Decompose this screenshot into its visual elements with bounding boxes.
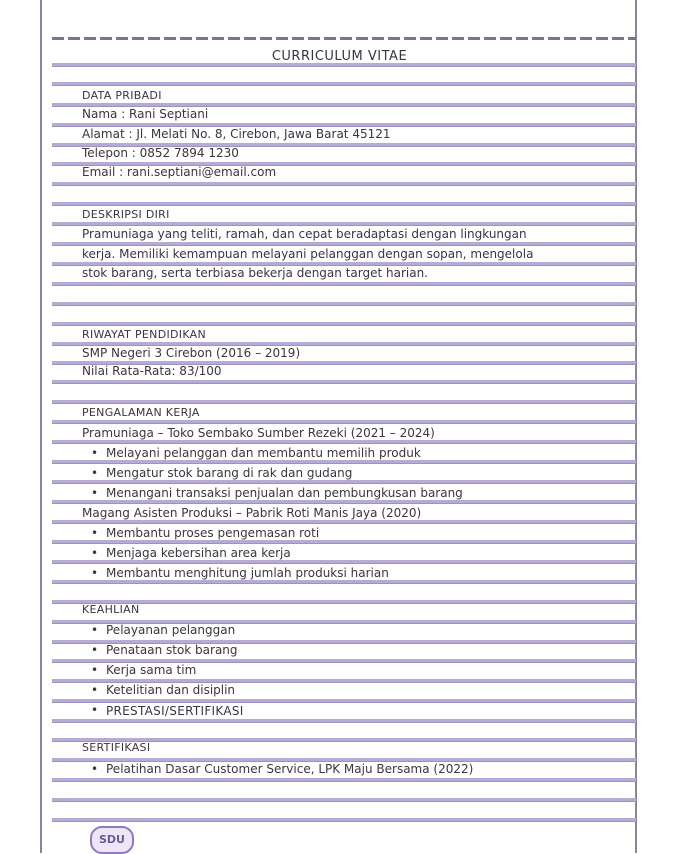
certification-item: Pelatihan Dasar Customer Service, LPK Maju Bersama (2022) xyxy=(106,762,474,776)
job-duty: Mengatur stok barang di rak dan gudang xyxy=(106,466,353,480)
education-school: SMP Negeri 3 Cirebon (2016 – 2019) xyxy=(82,346,301,360)
skill-item: Ketelitian dan disiplin xyxy=(106,683,236,697)
ruled-line xyxy=(52,242,636,246)
ruled-line xyxy=(52,560,636,564)
bullet-icon: • xyxy=(91,663,99,677)
ruled-line xyxy=(52,798,636,802)
ruled-line xyxy=(52,202,636,206)
ruled-line xyxy=(52,778,636,782)
job-title: Magang Asisten Produksi – Pabrik Roti Manis Jaya (2020) xyxy=(82,506,422,520)
ruled-line xyxy=(52,222,636,226)
job-duty: Menangani transaksi penjualan dan pembungkusan barang xyxy=(106,486,463,500)
ruled-line xyxy=(52,302,636,306)
bullet-icon: • xyxy=(91,683,99,697)
page-border-left xyxy=(40,0,42,853)
ruled-line xyxy=(52,540,636,544)
skills-heading: KEAHLIAN xyxy=(82,603,140,616)
ruled-line xyxy=(52,818,636,822)
ruled-line xyxy=(52,440,636,444)
bullet-icon: • xyxy=(91,546,99,560)
description-line: Pramuniaga yang teliti, ramah, dan cepat beradaptasi dengan lingkungan xyxy=(82,227,527,241)
bullet-icon: • xyxy=(91,446,99,460)
ruled-line xyxy=(52,182,636,186)
ruled-line xyxy=(52,82,636,86)
ruled-line xyxy=(52,322,636,326)
ruled-line xyxy=(52,600,636,604)
certification-heading: SERTIFIKASI xyxy=(82,741,151,754)
bullet-icon: • xyxy=(91,762,99,776)
sdu-logo: SDU xyxy=(90,826,134,854)
description-heading: DESKRIPSI DIRI xyxy=(82,208,170,221)
skill-item: Penataan stok barang xyxy=(106,643,238,657)
personal-email: Email : rani.septiani@email.com xyxy=(82,165,277,179)
top-dashed-divider xyxy=(52,37,636,40)
job-duty: Melayani pelanggan dan membantu memilih produk xyxy=(106,446,421,460)
bullet-icon: • xyxy=(91,486,99,500)
ruled-line xyxy=(52,460,636,464)
description-line: kerja. Memiliki kemampuan melayani pelanggan dengan sopan, mengelola xyxy=(82,247,534,261)
ruled-line xyxy=(52,580,636,584)
personal-heading: DATA PRIBADI xyxy=(82,89,162,102)
ruled-line xyxy=(52,282,636,286)
bullet-icon: • xyxy=(91,526,99,540)
job-title: Pramuniaga – Toko Sembako Sumber Rezeki (2021 – 2024) xyxy=(82,426,435,440)
skill-item: Kerja sama tim xyxy=(106,663,197,677)
bullet-icon: • xyxy=(91,703,99,717)
ruled-line xyxy=(52,500,636,504)
job-duty: Menjaga kebersihan area kerja xyxy=(106,546,291,560)
page-border-right xyxy=(635,0,637,853)
skill-item: PRESTASI/SERTIFIKASI xyxy=(106,704,244,718)
ruled-line xyxy=(52,480,636,484)
education-heading: RIWAYAT PENDIDIKAN xyxy=(82,328,206,341)
ruled-line xyxy=(52,719,636,723)
personal-name: Nama : Rani Septiani xyxy=(82,107,209,121)
experience-heading: PENGALAMAN KERJA xyxy=(82,406,200,419)
bullet-icon: • xyxy=(91,566,99,580)
ruled-line xyxy=(52,520,636,524)
personal-phone: Telepon : 0852 7894 1230 xyxy=(82,146,239,160)
ruled-line xyxy=(52,380,636,384)
job-duty: Membantu menghitung jumlah produksi harian xyxy=(106,566,389,580)
ruled-line xyxy=(52,400,636,404)
job-duty: Membantu proses pengemasan roti xyxy=(106,526,320,540)
skill-item: Pelayanan pelanggan xyxy=(106,623,236,637)
bullet-icon: • xyxy=(91,466,99,480)
ruled-line xyxy=(52,699,636,703)
bullet-icon: • xyxy=(91,643,99,657)
ruled-line xyxy=(52,420,636,424)
document-title: CURRICULUM VITAE xyxy=(271,49,408,64)
description-line: stok barang, serta terbiasa bekerja dengan target harian. xyxy=(82,266,428,280)
personal-address: Alamat : Jl. Melati No. 8, Cirebon, Jawa Barat 45121 xyxy=(82,127,391,141)
education-grade: Nilai Rata-Rata: 83/100 xyxy=(82,364,222,378)
bullet-icon: • xyxy=(91,623,99,637)
